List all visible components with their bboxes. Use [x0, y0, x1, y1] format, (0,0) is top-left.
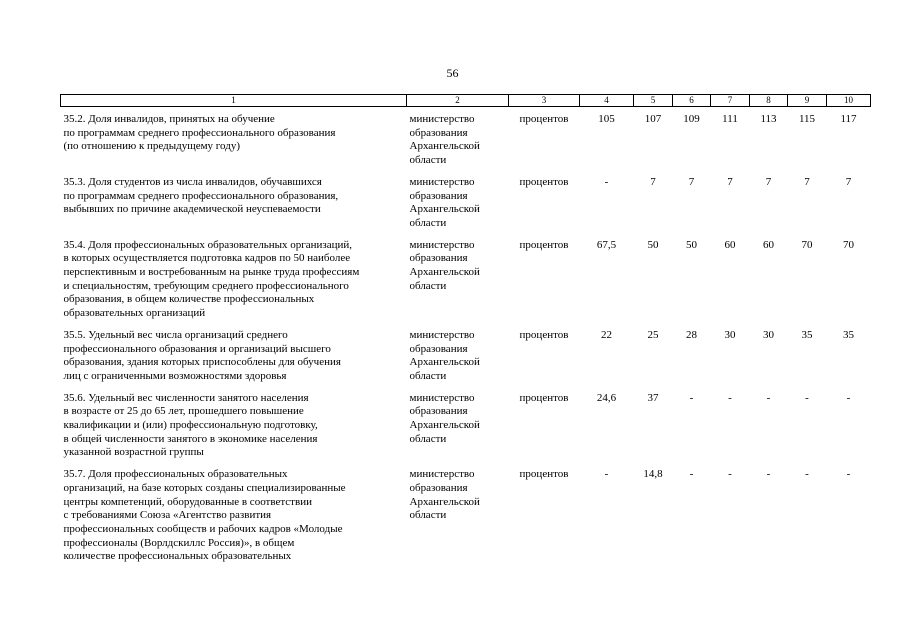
page-number: 56: [446, 66, 459, 80]
table-header-row: [61, 95, 871, 107]
indicator-executor: министерство образования Архангельской области: [409, 238, 480, 292]
indicator-value: 25: [647, 328, 659, 341]
indicator-value: 50: [647, 238, 659, 251]
table-row: [61, 462, 871, 566]
indicator-value: 7: [804, 175, 810, 188]
indicator-value: 30: [724, 328, 736, 341]
indicator-name: 35.3. Доля студентов из числа инвалидов, обучавшихся по программам среднего профессионального образования, выбывших по причине академической неуспеваемости: [63, 175, 339, 216]
indicator-value: 35: [843, 328, 854, 341]
indicator-value: -: [805, 468, 809, 481]
indicator-value: -: [604, 175, 609, 188]
header-col-10: 10: [827, 95, 871, 107]
header-col-3: 3: [509, 95, 580, 107]
indicator-value: 109: [683, 113, 700, 125]
indicator-value: -: [689, 391, 694, 404]
header-col-5: 5: [634, 95, 673, 107]
indicator-value: 37: [647, 391, 659, 404]
header-col-2: 2: [407, 95, 509, 107]
indicator-value: 67,5: [596, 238, 617, 251]
indicator-value: -: [805, 391, 809, 404]
indicator-executor: министерство образования Архангельской области: [409, 113, 480, 167]
indicator-value: 28: [686, 328, 697, 341]
indicator-executor: министерство образования Архангельской области: [409, 175, 480, 229]
indicator-value: -: [846, 391, 851, 404]
indicator-value: 30: [763, 328, 774, 341]
indicator-value: 24,6: [596, 391, 617, 404]
indicator-name: 35.4. Доля профессиональных образовательных организаций, в которых осуществляется подготовка кадров по 50 наиболее перспективным и востребованным на рынке труда профессиям и специальностям, требующим среднего профессионального образования, в общем количестве профессиональных образовательных организаций: [63, 238, 360, 320]
indicator-unit: процентов: [519, 391, 569, 404]
table-row: [61, 107, 871, 170]
indicator-value: -: [689, 468, 694, 481]
indicator-unit: процентов: [519, 113, 569, 125]
table-row: [61, 170, 871, 233]
indicator-value: 60: [763, 238, 774, 251]
indicator-name: 35.7. Доля профессиональных образовательных организаций, на базе которых созданы специализированные центры компетенций, оборудованные в соответствии с требованиями Союза «Агентство развития профессиональных сообществ и рабочих кадров «Молодые профессионалы (Ворлдскиллс Россия)», в общем количестве профессиональных образовательных: [63, 468, 346, 563]
indicator-value: 35: [801, 328, 813, 341]
indicators-table: [60, 94, 871, 566]
indicator-value: 107: [644, 113, 662, 125]
indicator-value: 70: [801, 238, 813, 251]
indicator-value: 14,8: [643, 468, 663, 481]
indicator-value: -: [728, 468, 732, 481]
indicator-value: 7: [650, 175, 656, 188]
table-row: [61, 386, 871, 463]
indicator-executor: министерство образования Архангельской области: [409, 328, 480, 382]
header-col-7: 7: [711, 95, 750, 107]
indicator-value: 7: [845, 175, 852, 188]
indicator-value: 105: [598, 113, 615, 125]
indicator-value: 60: [724, 238, 736, 251]
indicator-value: 7: [727, 175, 733, 188]
indicator-value: -: [604, 468, 609, 481]
header-col-9: 9: [788, 95, 827, 107]
indicator-value: -: [766, 468, 771, 481]
indicator-value: -: [846, 468, 851, 481]
indicator-name: 35.6. Удельный вес численности занятого населения в возрасте от 25 до 65 лет, прошедшего повышение квалификации и (или) профессиональную подготовку, в общей численности занятого в экономике населения указанной возрастной группы: [63, 391, 318, 459]
indicator-value: 7: [765, 175, 772, 188]
indicator-value: 111: [722, 113, 738, 125]
indicator-value: 117: [840, 113, 857, 125]
indicator-name: 35.5. Удельный вес числа организаций среднего профессионального образования и организаций высшего образования, здания которых приспособлены для обучения лиц с ограниченными возможностями здоровья: [63, 328, 341, 382]
indicator-value: -: [766, 391, 771, 404]
indicator-value: 22: [601, 328, 612, 341]
indicator-executor: министерство образования Архангельской области: [409, 391, 480, 445]
table-row: [61, 323, 871, 386]
indicator-value: 7: [688, 175, 695, 188]
indicator-unit: процентов: [519, 328, 569, 341]
table-row: [61, 233, 871, 323]
header-col-4: 4: [580, 95, 634, 107]
header-col-1: 1: [61, 95, 407, 107]
indicator-value: -: [728, 391, 732, 404]
header-col-8: 8: [750, 95, 788, 107]
indicator-unit: процентов: [519, 468, 569, 481]
indicator-value: 70: [843, 238, 854, 251]
indicator-unit: процентов: [519, 238, 569, 251]
indicator-executor: министерство образования Архангельской области: [409, 468, 480, 522]
indicator-value: 115: [798, 113, 816, 125]
indicator-name: 35.2. Доля инвалидов, принятых на обучение по программам среднего профессионального образования (по отношению к предыдущему году): [63, 113, 336, 153]
header-col-6: 6: [673, 95, 711, 107]
indicator-value: 50: [686, 238, 697, 251]
indicator-unit: процентов: [519, 175, 569, 188]
indicator-value: 113: [760, 113, 777, 125]
